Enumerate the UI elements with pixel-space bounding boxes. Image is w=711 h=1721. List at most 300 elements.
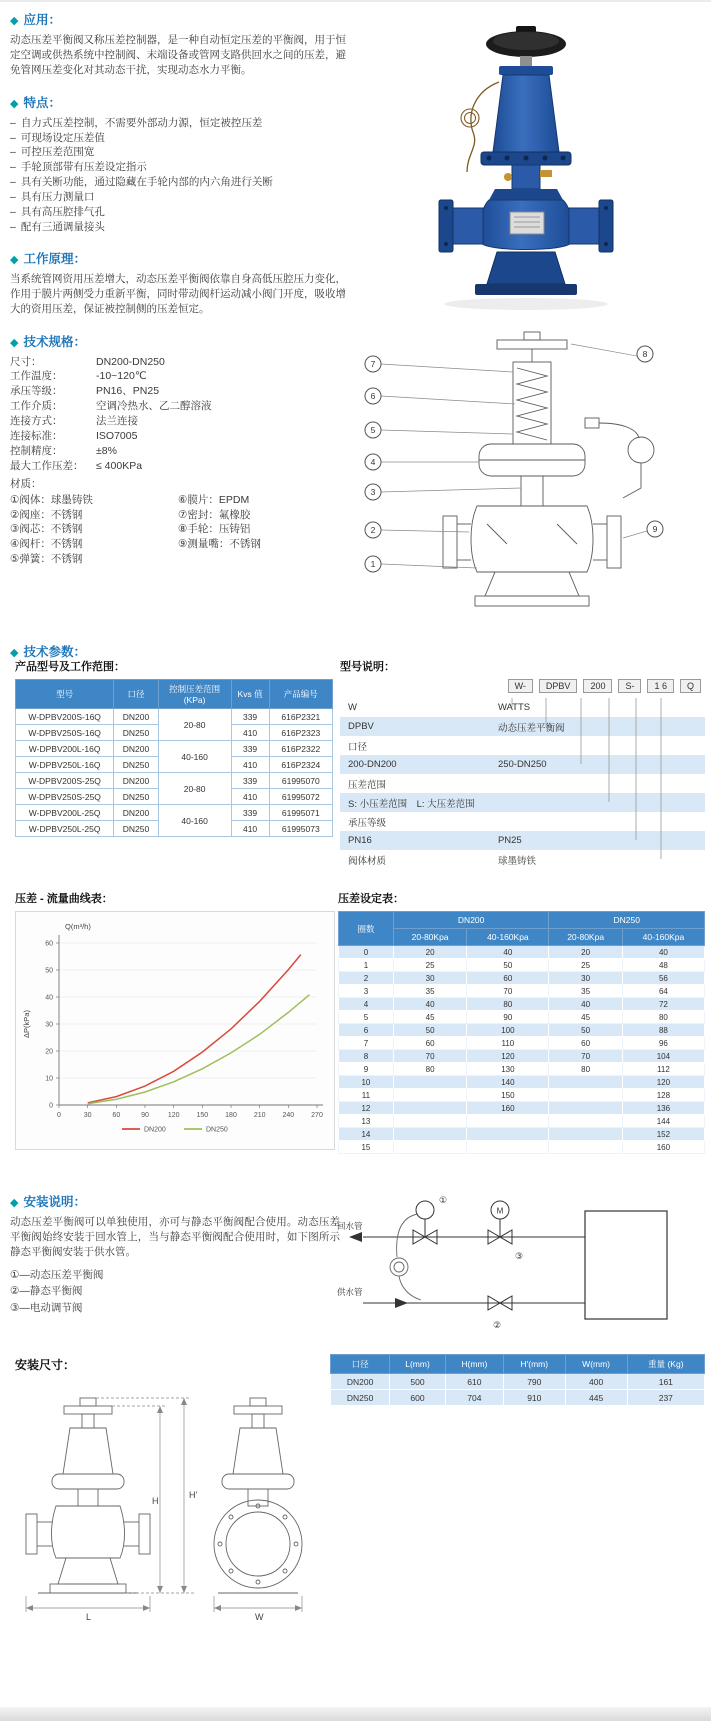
spec-row bbox=[10, 429, 346, 444]
model-cell: W-DPBV250S-25Q bbox=[16, 789, 114, 805]
materials-grid bbox=[10, 493, 346, 568]
dn-cell: DN200 bbox=[114, 805, 158, 821]
feature-item bbox=[10, 205, 346, 220]
range-cell: 40-160 bbox=[158, 741, 231, 773]
dn-cell: DN200 bbox=[114, 741, 158, 757]
installation-block bbox=[10, 1192, 340, 1317]
value-cell: 9 bbox=[339, 1063, 394, 1076]
x-tick-label: 60 bbox=[112, 1112, 121, 1119]
value-cell: 2 bbox=[339, 972, 394, 985]
explain-cell: 球墨铸铁 bbox=[497, 855, 536, 867]
x-tick-label: 30 bbox=[83, 1112, 92, 1119]
value-cell: 50 bbox=[393, 1024, 466, 1037]
value-cell: 13 bbox=[339, 1115, 394, 1128]
spec-value: ISO7005 bbox=[96, 430, 138, 443]
explain-cell: PN16 bbox=[348, 835, 372, 846]
model-cell: W-DPBV200S-25Q bbox=[16, 773, 114, 789]
explain-cell: 压差范围 bbox=[348, 779, 387, 791]
spec-label: 工作介质： bbox=[10, 400, 63, 413]
explain-row bbox=[340, 774, 705, 793]
model-table bbox=[15, 679, 333, 837]
footer-bar bbox=[0, 1707, 711, 1721]
column-header: 控制压差范围 (KPa) bbox=[158, 680, 231, 709]
model-cell: W-DPBV250L-16Q bbox=[16, 757, 114, 773]
value-cell: 48 bbox=[622, 959, 704, 972]
feature-text: 手轮顶部带有压差设定指示 bbox=[20, 161, 147, 174]
y-tick-label: 50 bbox=[45, 967, 53, 975]
value-cell: 30 bbox=[549, 972, 622, 985]
x-tick-label: 90 bbox=[141, 1112, 149, 1119]
top-rule bbox=[0, 0, 711, 2]
dim-label-l: L bbox=[86, 1612, 92, 1622]
callout-7: 7 bbox=[370, 359, 376, 369]
value-cell: 5 bbox=[339, 1011, 394, 1024]
value-cell: 7 bbox=[339, 1037, 394, 1050]
capillary-coil-inner bbox=[464, 113, 475, 124]
value-cell: 14 bbox=[339, 1128, 394, 1141]
motor-label: M bbox=[496, 1206, 504, 1216]
spec-row bbox=[10, 384, 346, 399]
material-item: ①阀体：球墨铸铁 bbox=[10, 493, 93, 506]
shadow bbox=[444, 298, 608, 310]
model-cell: W-DPBV250L-25Q bbox=[16, 821, 114, 837]
setting-row bbox=[339, 1089, 705, 1102]
brass-fitting bbox=[540, 170, 552, 177]
dn-cell: DN200 bbox=[114, 709, 158, 725]
tag-1: ① bbox=[439, 1195, 448, 1205]
spec-label: 工作温度： bbox=[10, 370, 63, 383]
setting-row bbox=[339, 1024, 705, 1037]
value-cell: 704 bbox=[445, 1390, 503, 1406]
front-view-outline bbox=[26, 1398, 150, 1593]
column-header: 产品编号 bbox=[269, 680, 332, 709]
material-item: ⑦密封：氟橡胶 bbox=[178, 508, 251, 521]
principle-body: 当系统管网资用压差增大，动态压差平衡阀依靠自身高低压腔压力变化，作用于膜片两侧受力重新平衡，同时带动阀杆运动减小阀门开度，吸收增大的资用压差，保证被控制侧的压差恒定。 bbox=[10, 272, 346, 316]
value-cell: 50 bbox=[549, 1024, 622, 1037]
feature-text: 具有关断功能，通过隐藏在手轮内部的内六角进行关断 bbox=[20, 176, 273, 189]
value-cell: 11 bbox=[339, 1089, 394, 1102]
model-code-box: DPBV bbox=[539, 679, 578, 693]
side-dim-lines bbox=[214, 1596, 302, 1612]
dn-cell: DN250 bbox=[114, 757, 158, 773]
column-header: 口径 bbox=[114, 680, 158, 709]
setting-table-heading: 压差设定表： bbox=[338, 893, 404, 905]
kvs-cell: 410 bbox=[231, 725, 269, 741]
value-cell: 160 bbox=[622, 1141, 704, 1154]
y-axis-title: ΔP(kPa) bbox=[22, 1010, 31, 1038]
installation-body: 动态压差平衡阀可以单独使用，亦可与静态平衡阀配合使用。动态压差平衡阀始终安装于回水管上，当与静态平衡阀配合使用时，如下图所示静态平衡阀安装于供水管。 bbox=[10, 1216, 340, 1259]
column-header: 型号 bbox=[16, 680, 114, 709]
curve-DN250 bbox=[88, 995, 310, 1104]
value-cell: 40 bbox=[622, 946, 704, 959]
column-header: 口径 bbox=[331, 1355, 390, 1374]
y-tick-label: 20 bbox=[45, 1048, 53, 1056]
kvs-cell: 339 bbox=[231, 709, 269, 725]
legend-item: ③—电动调节阀 bbox=[10, 1302, 83, 1315]
value-cell: 80 bbox=[622, 1011, 704, 1024]
dash-icon: – bbox=[10, 116, 16, 129]
setting-row bbox=[339, 1063, 705, 1076]
column-header: H'(mm) bbox=[504, 1355, 566, 1374]
dimension-drawings-area bbox=[8, 1386, 338, 1704]
kvs-cell: 339 bbox=[231, 773, 269, 789]
value-cell: 12 bbox=[339, 1102, 394, 1115]
value-cell bbox=[467, 1128, 549, 1141]
material-item: ⑧手轮：压铸铝 bbox=[178, 523, 251, 536]
setting-row bbox=[339, 1011, 705, 1024]
return-flow-arrow bbox=[349, 1232, 362, 1242]
callout-1: 1 bbox=[370, 559, 376, 569]
dash-icon: – bbox=[10, 161, 16, 174]
range-header: 40-160Kpa bbox=[622, 929, 704, 946]
x-tick-label: 210 bbox=[253, 1112, 266, 1119]
feature-item bbox=[10, 131, 346, 146]
model-cell: W-DPBV200L-16Q bbox=[16, 741, 114, 757]
spec-value: PN16、PN25 bbox=[96, 385, 160, 398]
dp-valve-symbol bbox=[413, 1201, 437, 1244]
material-item: ⑨测量嘴：不锈钢 bbox=[178, 538, 261, 551]
value-cell: 104 bbox=[622, 1050, 704, 1063]
dim-label-h-prime: H' bbox=[189, 1490, 198, 1500]
value-cell: 445 bbox=[565, 1390, 627, 1406]
return-pipe-label: 回水管 bbox=[337, 1221, 363, 1231]
value-cell: 40 bbox=[549, 998, 622, 1011]
application-title-text: 应用： bbox=[23, 13, 61, 27]
capillary-loop bbox=[390, 1214, 421, 1300]
value-cell: 152 bbox=[622, 1128, 704, 1141]
dims-row bbox=[331, 1390, 705, 1406]
explain-cell: W bbox=[348, 702, 357, 713]
explain-cell: DPBV bbox=[348, 721, 374, 732]
material-item: ⑤弹簧：不锈钢 bbox=[10, 553, 83, 566]
spec-label: 承压等级： bbox=[10, 385, 63, 398]
dim-label-w: W bbox=[255, 1612, 264, 1622]
tag-3: ③ bbox=[515, 1251, 524, 1261]
side-view-outline bbox=[214, 1398, 302, 1593]
value-cell: 40 bbox=[467, 946, 549, 959]
value-cell: 8 bbox=[339, 1050, 394, 1063]
value-cell bbox=[393, 1076, 466, 1089]
explain-row bbox=[340, 850, 705, 869]
value-cell: 70 bbox=[467, 985, 549, 998]
value-cell: 70 bbox=[549, 1050, 622, 1063]
diamond-icon: ◆ bbox=[10, 15, 19, 27]
value-cell: 144 bbox=[622, 1115, 704, 1128]
dn-cell: DN200 bbox=[114, 773, 158, 789]
flow-curve-chart bbox=[17, 913, 331, 1143]
dn-cell: DN250 bbox=[114, 725, 158, 741]
value-cell: 110 bbox=[467, 1037, 549, 1050]
kvs-cell: 410 bbox=[231, 757, 269, 773]
model-row bbox=[16, 773, 333, 789]
value-cell bbox=[549, 1076, 622, 1089]
dn-cell: DN250 bbox=[114, 821, 158, 837]
code-cell: 61995073 bbox=[269, 821, 332, 837]
value-cell: 15 bbox=[339, 1141, 394, 1154]
value-cell: 35 bbox=[549, 985, 622, 998]
value-cell: 40 bbox=[393, 998, 466, 1011]
value-cell: 25 bbox=[549, 959, 622, 972]
value-cell bbox=[549, 1089, 622, 1102]
dims-title: 安装尺寸： bbox=[15, 1358, 76, 1372]
value-cell: 30 bbox=[393, 972, 466, 985]
explain-cell: 200-DN200 bbox=[348, 759, 397, 770]
product-photo bbox=[411, 20, 641, 320]
diamond-icon: ◆ bbox=[10, 336, 19, 349]
explain-row bbox=[340, 812, 705, 831]
value-cell: 161 bbox=[627, 1374, 704, 1390]
spec-value: ±8% bbox=[96, 445, 117, 457]
value-cell: 72 bbox=[622, 998, 704, 1011]
supply-flow-arrow bbox=[395, 1298, 408, 1308]
model-row bbox=[16, 805, 333, 821]
value-cell: 120 bbox=[622, 1076, 704, 1089]
callout-9: 9 bbox=[652, 524, 658, 534]
range-cell: 20-80 bbox=[158, 709, 231, 741]
dim-label-h: H bbox=[152, 1496, 159, 1506]
x-axis-title: Q(m³/h) bbox=[65, 922, 91, 931]
code-cell: 61995072 bbox=[269, 789, 332, 805]
value-cell: DN250 bbox=[331, 1390, 390, 1406]
legend-item: ①—动态压差平衡阀 bbox=[10, 1268, 104, 1281]
value-cell: 56 bbox=[622, 972, 704, 985]
explain-row bbox=[340, 698, 705, 717]
spec-label: 最大工作压差： bbox=[10, 459, 84, 472]
model-cell: W-DPBV250S-16Q bbox=[16, 725, 114, 741]
model-explanation-heading: 型号说明： bbox=[340, 661, 395, 673]
explain-row bbox=[340, 755, 705, 774]
application-body: 动态压差平衡阀又称压差控制器，是一种自动恒定压差的平衡阀，用于恒定空调或供热系统中控制阀、末端设备或管网支路供回水之间的压差，避免管网压差变化对其动态干扰，实现动态水力平衡。 bbox=[10, 34, 346, 77]
diamond-icon: ◆ bbox=[10, 647, 19, 659]
value-cell: 6 bbox=[339, 1024, 394, 1037]
value-cell: 100 bbox=[467, 1024, 549, 1037]
explain-cell: 250-DN250 bbox=[497, 759, 547, 770]
x-tick-label: 120 bbox=[167, 1112, 180, 1119]
value-cell: 80 bbox=[467, 998, 549, 1011]
feature-item bbox=[10, 160, 346, 175]
valve-outline bbox=[443, 332, 654, 606]
value-cell: 910 bbox=[504, 1390, 566, 1406]
feature-text: 具有高压腔排气孔 bbox=[20, 206, 105, 219]
callout-8: 8 bbox=[642, 349, 648, 359]
y-tick-label: 10 bbox=[45, 1075, 53, 1083]
section-title-installation bbox=[10, 1192, 340, 1210]
x-tick-label: 240 bbox=[282, 1112, 295, 1119]
callout-2: 2 bbox=[370, 525, 376, 535]
explain-cell: 承压等级 bbox=[348, 817, 387, 829]
kvs-cell: 410 bbox=[231, 821, 269, 837]
feature-item bbox=[10, 190, 346, 205]
spec-row bbox=[10, 369, 346, 384]
spec-value: -10~120℃ bbox=[96, 370, 147, 383]
setting-row bbox=[339, 946, 705, 959]
model-explanation-block bbox=[340, 658, 705, 869]
material-item: ④阀杆：不锈钢 bbox=[10, 538, 83, 551]
capillary-coil bbox=[461, 109, 479, 127]
code-cell: 61995070 bbox=[269, 773, 332, 789]
dash-icon: – bbox=[10, 191, 16, 204]
setting-row bbox=[339, 1128, 705, 1141]
setting-row bbox=[339, 1050, 705, 1063]
section-title-specs bbox=[10, 332, 346, 350]
legend-item: ②—静态平衡阀 bbox=[10, 1285, 83, 1298]
y-tick-label: 40 bbox=[45, 994, 53, 1002]
x-tick-label: 150 bbox=[196, 1112, 209, 1119]
value-cell: 64 bbox=[622, 985, 704, 998]
value-cell: 88 bbox=[622, 1024, 704, 1037]
model-code-box: Q bbox=[680, 679, 701, 693]
spec-row bbox=[10, 444, 346, 459]
column-header: Kvs 值 bbox=[231, 680, 269, 709]
value-cell bbox=[549, 1128, 622, 1141]
material-item: ②阀座：不锈钢 bbox=[10, 508, 83, 521]
explain-row bbox=[340, 793, 705, 812]
value-cell: 128 bbox=[622, 1089, 704, 1102]
brass-port bbox=[504, 173, 512, 181]
value-cell: 45 bbox=[393, 1011, 466, 1024]
value-cell: 96 bbox=[622, 1037, 704, 1050]
value-cell: 50 bbox=[467, 959, 549, 972]
value-cell: 0 bbox=[339, 946, 394, 959]
name-plate bbox=[510, 212, 544, 234]
setting-table bbox=[338, 911, 705, 1154]
value-cell: 150 bbox=[467, 1089, 549, 1102]
dn-cell: DN250 bbox=[114, 789, 158, 805]
value-cell: 112 bbox=[622, 1063, 704, 1076]
setting-row bbox=[339, 1037, 705, 1050]
group-header: DN250 bbox=[549, 912, 705, 929]
x-tick-label: 180 bbox=[225, 1112, 237, 1119]
spec-value: 空调冷热水、乙二醇溶液 bbox=[96, 400, 212, 413]
materials-heading: 材质： bbox=[10, 477, 42, 490]
dash-icon: – bbox=[10, 176, 16, 189]
spec-row bbox=[10, 459, 346, 474]
installation-title-text: 安装说明： bbox=[23, 1195, 86, 1209]
range-header: 20-80Kpa bbox=[393, 929, 466, 946]
model-code-box: 1 6 bbox=[647, 679, 674, 693]
explain-rows-wrap bbox=[340, 698, 705, 869]
spec-row bbox=[10, 399, 346, 414]
explain-cell: 阀体材质 bbox=[348, 855, 387, 867]
x-tick-label: 270 bbox=[311, 1112, 323, 1119]
dims-row bbox=[331, 1374, 705, 1390]
code-cell: 616P2322 bbox=[269, 741, 332, 757]
feature-text: 可控压差范围宽 bbox=[20, 146, 95, 159]
spec-list bbox=[10, 355, 346, 474]
column-header: L(mm) bbox=[390, 1355, 445, 1374]
section-title-principle bbox=[10, 249, 346, 267]
subheader-row bbox=[339, 929, 705, 946]
piping-diagram bbox=[335, 1185, 705, 1345]
range-cell: 20-80 bbox=[158, 773, 231, 805]
value-cell bbox=[393, 1141, 466, 1154]
group-header: DN200 bbox=[393, 912, 549, 929]
spec-label: 连接方式： bbox=[10, 415, 63, 428]
section-title-application bbox=[10, 10, 346, 28]
explain-cell: PN25 bbox=[497, 835, 522, 846]
value-cell: 600 bbox=[390, 1390, 445, 1406]
value-cell bbox=[467, 1115, 549, 1128]
value-cell: 610 bbox=[445, 1374, 503, 1390]
value-cell bbox=[393, 1089, 466, 1102]
principle-title-text: 工作原理： bbox=[23, 251, 86, 266]
value-cell: 60 bbox=[549, 1037, 622, 1050]
explain-cell: 口径 bbox=[348, 741, 368, 753]
value-cell: DN200 bbox=[331, 1374, 390, 1390]
model-code-box: S- bbox=[618, 679, 641, 693]
model-table-block bbox=[15, 658, 333, 837]
model-table-heading: 产品型号及工作范围： bbox=[15, 661, 125, 673]
value-cell: 20 bbox=[393, 946, 466, 959]
spec-label: 尺寸： bbox=[10, 355, 42, 368]
model-cell: W-DPBV200L-25Q bbox=[16, 805, 114, 821]
setting-table-block bbox=[338, 890, 705, 1154]
value-cell: 160 bbox=[467, 1102, 549, 1115]
explain-rows bbox=[340, 698, 705, 869]
value-cell bbox=[549, 1115, 622, 1128]
curve-DN200 bbox=[88, 955, 301, 1103]
setting-row bbox=[339, 1115, 705, 1128]
installation-legend bbox=[10, 1267, 340, 1317]
y-tick-label: 0 bbox=[49, 1102, 53, 1110]
diaphragm-flange bbox=[481, 152, 571, 165]
value-cell: 60 bbox=[467, 972, 549, 985]
tag-2: ② bbox=[493, 1320, 502, 1330]
value-cell: 35 bbox=[393, 985, 466, 998]
turns-header: 圈数 bbox=[339, 912, 394, 946]
value-cell: 60 bbox=[393, 1037, 466, 1050]
valve-cross-section-drawing bbox=[345, 326, 705, 626]
dims-table bbox=[330, 1354, 705, 1406]
value-cell bbox=[393, 1115, 466, 1128]
explain-row bbox=[340, 831, 705, 850]
feature-text: 自力式压差控制，不需要外部动力源，恒定被控压差 bbox=[20, 116, 263, 129]
value-cell: 70 bbox=[393, 1050, 466, 1063]
callout-3: 3 bbox=[370, 487, 376, 497]
spec-label: 连接标准： bbox=[10, 430, 63, 443]
handwheel bbox=[486, 26, 566, 57]
kvs-cell: 339 bbox=[231, 741, 269, 757]
explain-row bbox=[340, 736, 705, 755]
setting-row bbox=[339, 1141, 705, 1154]
setting-row bbox=[339, 959, 705, 972]
legend-label: DN200 bbox=[144, 1126, 166, 1134]
value-cell: 10 bbox=[339, 1076, 394, 1089]
feature-item bbox=[10, 145, 346, 160]
explain-row bbox=[340, 717, 705, 736]
chart-panel bbox=[15, 911, 335, 1150]
spec-label: 控制精度： bbox=[10, 445, 63, 457]
model-cell: W-DPBV200S-16Q bbox=[16, 709, 114, 725]
setting-row bbox=[339, 972, 705, 985]
header-row bbox=[331, 1355, 705, 1374]
model-code-box: 200 bbox=[583, 679, 612, 693]
legend-label: DN250 bbox=[206, 1126, 228, 1134]
range-cell: 40-160 bbox=[158, 805, 231, 837]
features-list bbox=[10, 116, 346, 235]
header-row bbox=[16, 680, 333, 709]
neck bbox=[512, 165, 540, 189]
value-cell: 80 bbox=[393, 1063, 466, 1076]
flow-curve-block bbox=[15, 890, 335, 1150]
setting-row bbox=[339, 1076, 705, 1089]
flow-curve-heading: 压差 - 流量曲线表： bbox=[15, 893, 113, 905]
value-cell bbox=[467, 1141, 549, 1154]
column-header: H(mm) bbox=[445, 1355, 503, 1374]
dash-icon: – bbox=[10, 131, 16, 144]
explain-cell: 动态压差平衡阀 bbox=[497, 722, 565, 734]
model-code-box: W- bbox=[508, 679, 533, 693]
